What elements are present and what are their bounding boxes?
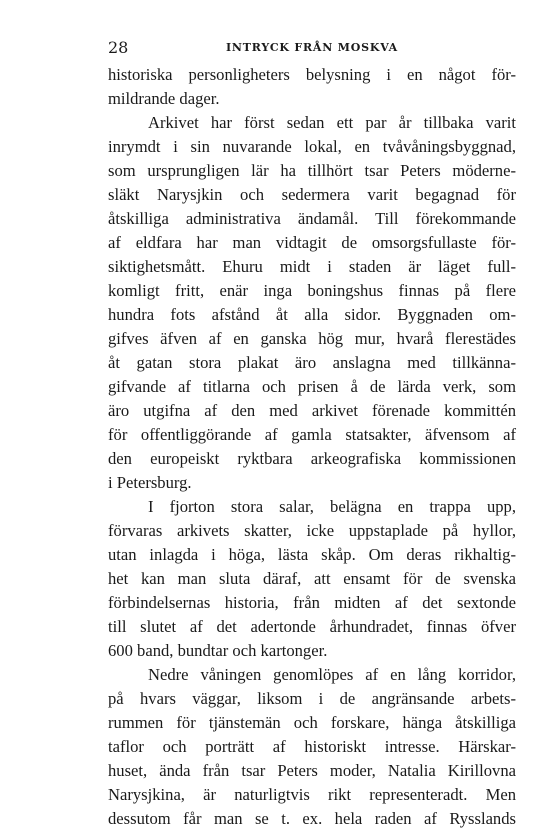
text-line: Narysjkina, är naturligtvis rikt representeradt. Men: [108, 785, 516, 804]
text-line: i Petersburg.: [108, 473, 192, 492]
text-line: hundra fots afstånd åt alla sidor. Byggnaden om-: [108, 305, 516, 324]
text-line: äro utgifna af den med arkivet förenade kommittén: [108, 401, 516, 420]
text-line: till slutet af det adertonde århundradet, finnas öfver: [108, 617, 516, 636]
text-line: gifvande af titlarna och prisen å de lärda verk, som: [108, 377, 516, 396]
text-line: af eldfara har man vidtagit de omsorgsfullaste för-: [108, 233, 516, 252]
text-line: rummen för tjänstemän och forskare, hänga åtskilliga: [108, 713, 516, 732]
text-line: släkt Narysjkin och sedermera varit begagnad för: [108, 185, 516, 204]
text-line: Arkivet har först sedan ett par år tillbaka varit: [148, 113, 516, 132]
body-text: [108, 63, 516, 831]
text-line: förvaras arkivets skatter, icke uppstaplade på hyllor,: [108, 521, 516, 540]
text-line: förbindelsernas historia, från midten af det sextonde: [108, 593, 516, 612]
text-line: på hvars väggar, liksom i de angränsande arbets-: [108, 689, 516, 708]
text-line: taflor och porträtt af historiskt intresse. Härskar-: [108, 737, 516, 756]
text-line: Nedre våningen genomlöpes af en lång korridor,: [148, 665, 516, 684]
text-line: het kan man sluta däraf, att ensamt för de svenska: [108, 569, 516, 588]
page-number: 28: [108, 38, 129, 57]
text-line: I fjorton stora salar, belägna en trappa upp,: [148, 497, 516, 516]
text-line: komligt fritt, enär inga boningshus finnas på flere: [108, 281, 516, 300]
text-line: för offentliggörande af gamla statsakter, äfvensom af: [108, 425, 516, 444]
text-line: gifves äfven af en ganska hög mur, hvarå flerestädes: [108, 329, 516, 348]
running-head: INTRYCK FRÅN MOSKVA: [225, 41, 399, 54]
text-line: siktighetsmått. Ehuru midt i staden är läget full-: [108, 257, 516, 276]
text-line: 600 band, bundtar och kartonger.: [108, 641, 328, 660]
text-line: åtskilliga administrativa ändamål. Till förekommande: [108, 209, 516, 228]
text-line: som ursprungligen lär ha tillhört tsar Peters möderne-: [108, 161, 516, 180]
text-line: historiska personligheters belysning i en något för-: [108, 65, 516, 84]
text-line: mildrande dager.: [108, 89, 220, 108]
text-line: inrymdt i sin nuvarande lokal, en tvåvåningsbyggnad,: [108, 137, 516, 156]
text-line: utan inlagda i höga, lästa skåp. Om deras rikhaltig-: [108, 545, 516, 564]
text-line: dessutom får man se t. ex. hela raden af Rysslands: [108, 809, 516, 828]
text-line: den europeiskt ryktbara arkeografiska kommissionen: [108, 449, 516, 468]
page-header: [108, 38, 516, 60]
text-line: åt gatan stora plakat äro anslagna med tillkänna-: [108, 353, 516, 372]
text-line: huset, ända från tsar Peters moder, Natalia Kirillovna: [108, 761, 516, 780]
